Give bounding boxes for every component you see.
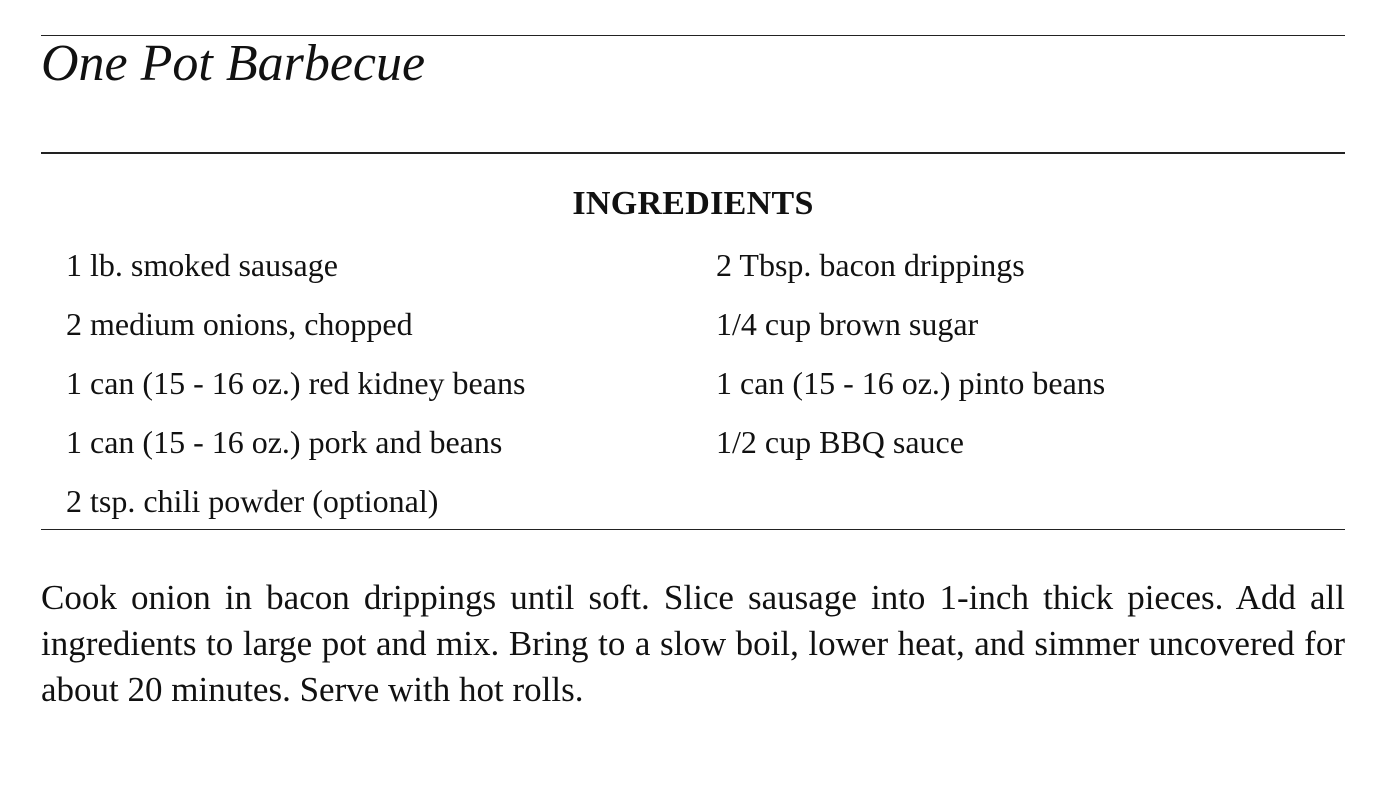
recipe-title: One Pot Barbecue	[41, 35, 426, 92]
ingredient-item: 1 can (15 - 16 oz.) pinto beans	[716, 365, 1106, 401]
ingredients-heading: INGREDIENTS	[572, 185, 814, 222]
ingredients-divider	[41, 529, 1345, 530]
instructions-paragraph: Cook onion in bacon drippings until soft. Slice sausage into 1-inch thick pieces. Add all ingredients to large pot and mix. Bring to a slow boil, lower heat, and simmer uncovered for about 20 minutes. Serve with hot rolls.	[41, 578, 1345, 709]
ingredient-item: 1/4 cup brown sugar	[716, 306, 979, 342]
title-divider	[41, 152, 1345, 154]
ingredient-item: 2 Tbsp. bacon drippings	[716, 247, 1025, 283]
ingredient-item: 1 can (15 - 16 oz.) pork and beans	[66, 424, 503, 460]
ingredient-item: 2 tsp. chili powder (optional)	[66, 483, 439, 519]
ingredient-item: 1/2 cup BBQ sauce	[716, 424, 964, 460]
ingredients-right-column	[716, 236, 1105, 472]
ingredients-left-column	[66, 236, 525, 531]
ingredient-item: 1 can (15 - 16 oz.) red kidney beans	[66, 365, 526, 401]
ingredient-item: 2 medium onions, chopped	[66, 306, 413, 342]
ingredient-item: 1 lb. smoked sausage	[66, 247, 338, 283]
